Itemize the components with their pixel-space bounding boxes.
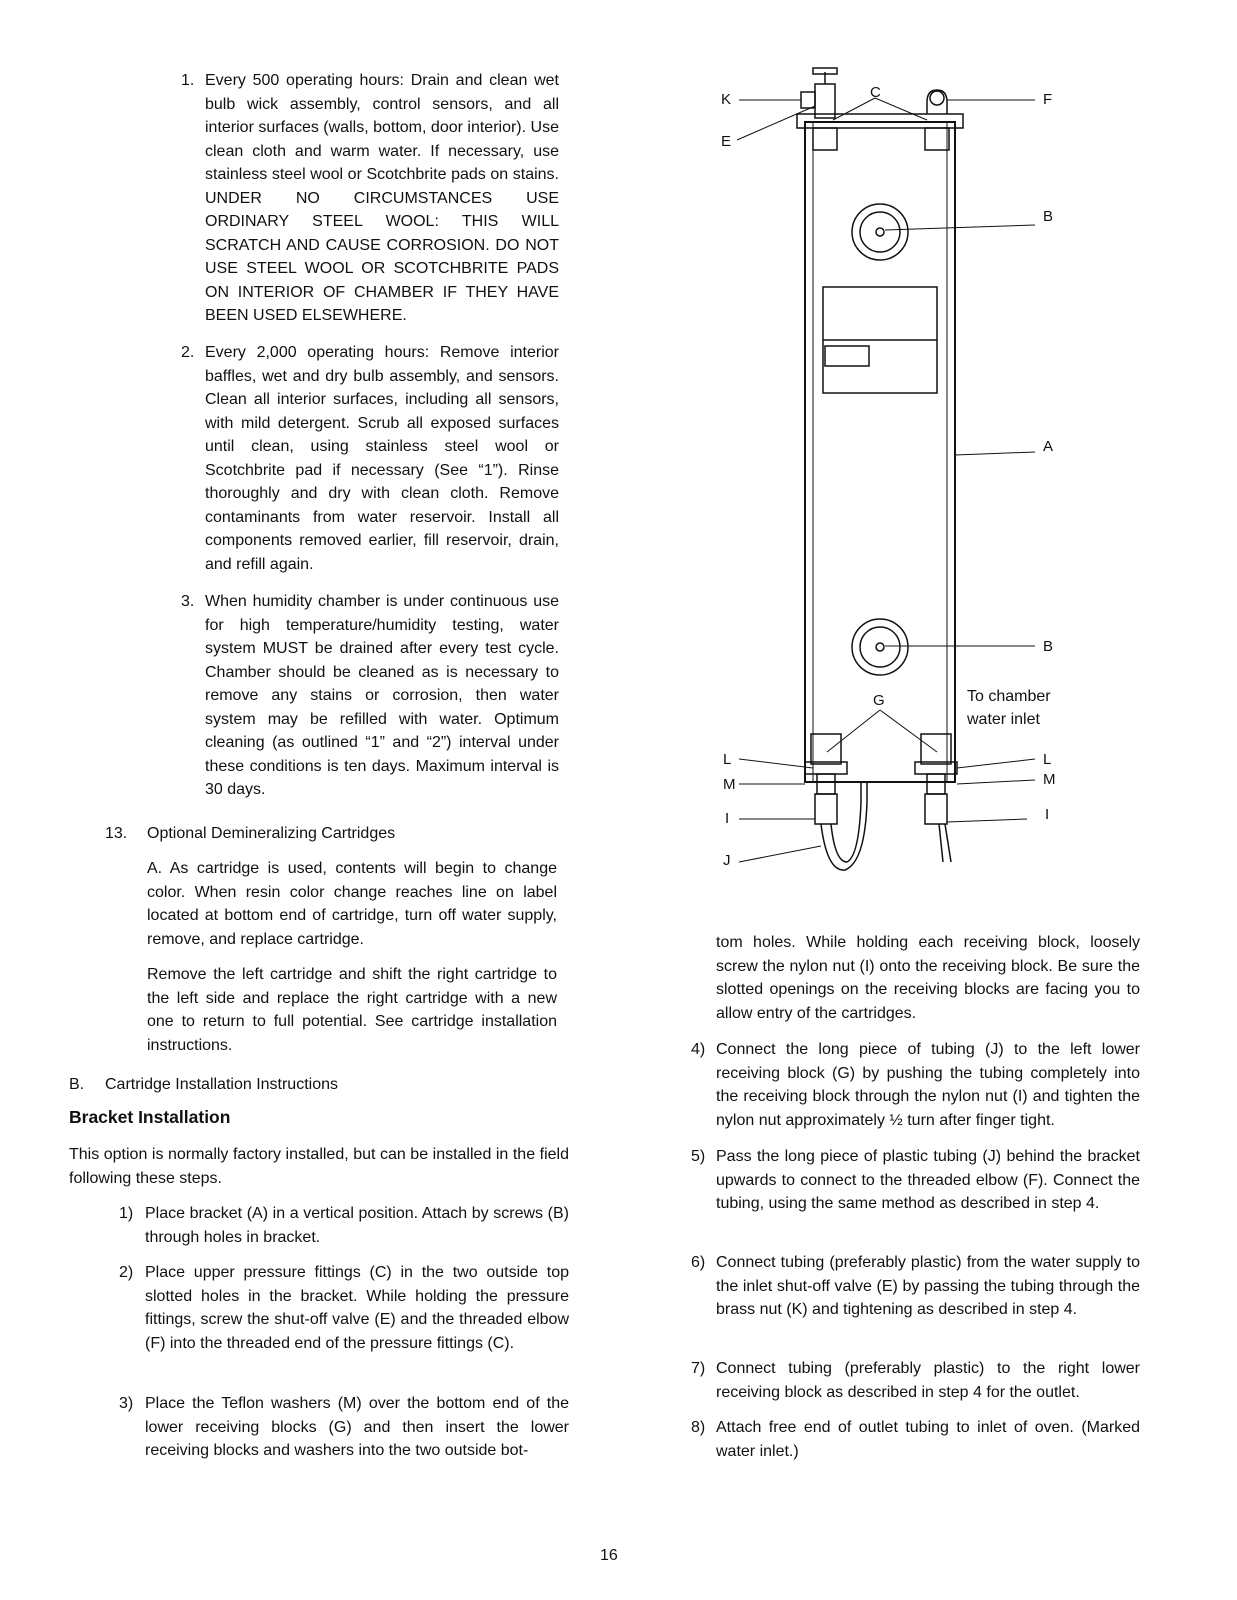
step-7-number: 7)	[691, 1360, 706, 1377]
label-l-right: L	[1043, 751, 1052, 768]
section-13-title: Optional Demineralizing Cartridges	[147, 825, 396, 842]
step-8-number: 8)	[691, 1419, 706, 1436]
label-a: A	[1043, 438, 1054, 455]
label-chamber-inlet-line2: water inlet	[967, 711, 1040, 728]
step-2-text: Place upper pressure fittings (C) in the two outside top slotted holes in the bracket. While holding the pressure fittings, screw the shut-off valve (E) and the threaded elbow (F) into the threaded end of the pressure fittings (C).	[145, 1264, 569, 1352]
label-m-right: M	[1043, 771, 1056, 788]
step-7-text: Connect tubing (preferably plastic) to the right lower receiving block as described in step 4 for the outlet.	[716, 1360, 1140, 1401]
step-3-text: Place the Teflon washers (M) over the bottom end of the lower receiving blocks (G) and then insert the lower receiving blocks and washers into the two outside bot-	[145, 1395, 569, 1459]
step-4-text: Connect the long piece of tubing (J) to the left lower receiving block (G) by pushing the tubing completely into the receiving block through the nylon nut (I) and tighten the nylon nut approximately ½ turn after finger tight.	[716, 1041, 1140, 1129]
right-receiving-block	[915, 734, 957, 824]
item-3-text: When humidity chamber is under continuous use for high temperature/humidity testing, water system MUST be drained after every test cycle. Chamber should be cleaned as is necessary to remove any stains or corrosion, then water system may be refilled with water. Optimum cleaning (as outlined “1” and “2”) interval under these conditions is ten days. Maximum interval is 30 days.	[205, 593, 559, 798]
section-a-text: A. As cartridge is used, contents will begin to change color. When resin color change reaches line on label located at bottom end of cartridge, turn off water supply, remove, and replace cartridge.	[147, 860, 557, 948]
label-b-lower: B	[1043, 638, 1054, 655]
step-5-text: Pass the long piece of plastic tubing (J) behind the bracket upwards to connect to the threaded elbow (F). Connect the tubing, using the same method as described in step 4.	[716, 1148, 1140, 1212]
step-5-number: 5)	[691, 1148, 706, 1165]
bracket-plate	[805, 122, 955, 782]
item-1-text: Every 500 operating hours: Drain and clean wet bulb wick assembly, control sensors, and all interior surfaces (walls, bottom, door interior). Use clean cloth and warm water. If necessary, use stainless steel wool or Scotchbrite pads on stains. UNDER NO CIRCUMSTANCES USE ORDINARY STEEL WOOL: THIS WILL SCRATCH AND CAUSE CORROSION. DO NOT USE STEEL WOOL OR SCOTCHBRITE PADS ON INTERIOR OF CHAMBER IF THEY HAVE BEEN USED ELSEWHERE.	[205, 72, 559, 324]
step-6-number: 6)	[691, 1254, 706, 1271]
bracket-diagram	[715, 62, 1075, 882]
item-2-number: 2.	[181, 344, 195, 361]
item-2-text: Every 2,000 operating hours: Remove interior baffles, wet and dry bulb assembly, and sensors. Clean all interior surfaces, including all sensors, with mild detergent. Scrub all exposed surfaces until clean, using stainless steel wool or Scotchbrite pad if necessary (See “1”). Rinse thoroughly and dry with clean cloth. Remove contaminants from water reservoir. Install all components removed earlier, fill reservoir, drain, and refill again.	[205, 344, 559, 573]
label-b-upper: B	[1043, 208, 1054, 225]
label-e: E	[721, 133, 732, 150]
threaded-elbow	[927, 90, 947, 114]
page-number: 16	[600, 1547, 618, 1564]
section-a-paragraph-2: Remove the left cartridge and shift the right cartridge to the left side and replace the right cartridge with a new one to return to full potential. See cartridge installation instructions.	[147, 966, 557, 1054]
step-6-text: Connect tubing (preferably plastic) from the water supply to the inlet shut-off valve (E) by passing the tubing through the brass nut (K) and tightening as described in step 4.	[716, 1254, 1140, 1318]
label-i-left: I	[725, 810, 730, 827]
item-1-number: 1.	[181, 72, 195, 89]
step-3-number: 3)	[119, 1395, 134, 1412]
label-i-right: I	[1045, 806, 1050, 823]
intro-text: This option is normally factory installed, but can be installed in the field following these steps.	[69, 1146, 569, 1187]
item-3-number: 3.	[181, 593, 195, 610]
section-13-number: 13.	[105, 825, 128, 842]
bracket-installation-heading: Bracket Installation	[69, 1107, 231, 1127]
step-2-number: 2)	[119, 1264, 134, 1281]
label-k: K	[721, 91, 732, 108]
step-4-number: 4)	[691, 1041, 706, 1058]
label-c: C	[870, 84, 881, 101]
step-1-text: Place bracket (A) in a vertical position. Attach by screws (B) through holes in bracket.	[145, 1205, 569, 1246]
label-chamber-inlet-line1: To chamber	[967, 688, 1051, 705]
label-l-left: L	[723, 751, 732, 768]
shut-off-valve	[801, 68, 837, 118]
step-8-text: Attach free end of outlet tubing to inlet of oven. (Marked water inlet.)	[716, 1419, 1140, 1460]
label-f: F	[1043, 91, 1053, 108]
section-b-title: Cartridge Installation Instructions	[105, 1076, 338, 1093]
step-3-continued: tom holes. While holding each receiving block, loosely screw the nylon nut (I) onto the receiving block. Be sure the slotted openings on the receiving blocks are facing you to allow entry of the cartridges.	[716, 934, 1140, 1022]
step-1-number: 1)	[119, 1205, 134, 1222]
left-receiving-block	[805, 734, 847, 824]
label-g: G	[873, 692, 885, 709]
label-m-left: M	[723, 776, 736, 793]
label-j: J	[723, 852, 731, 869]
section-b-number: B.	[69, 1076, 85, 1093]
